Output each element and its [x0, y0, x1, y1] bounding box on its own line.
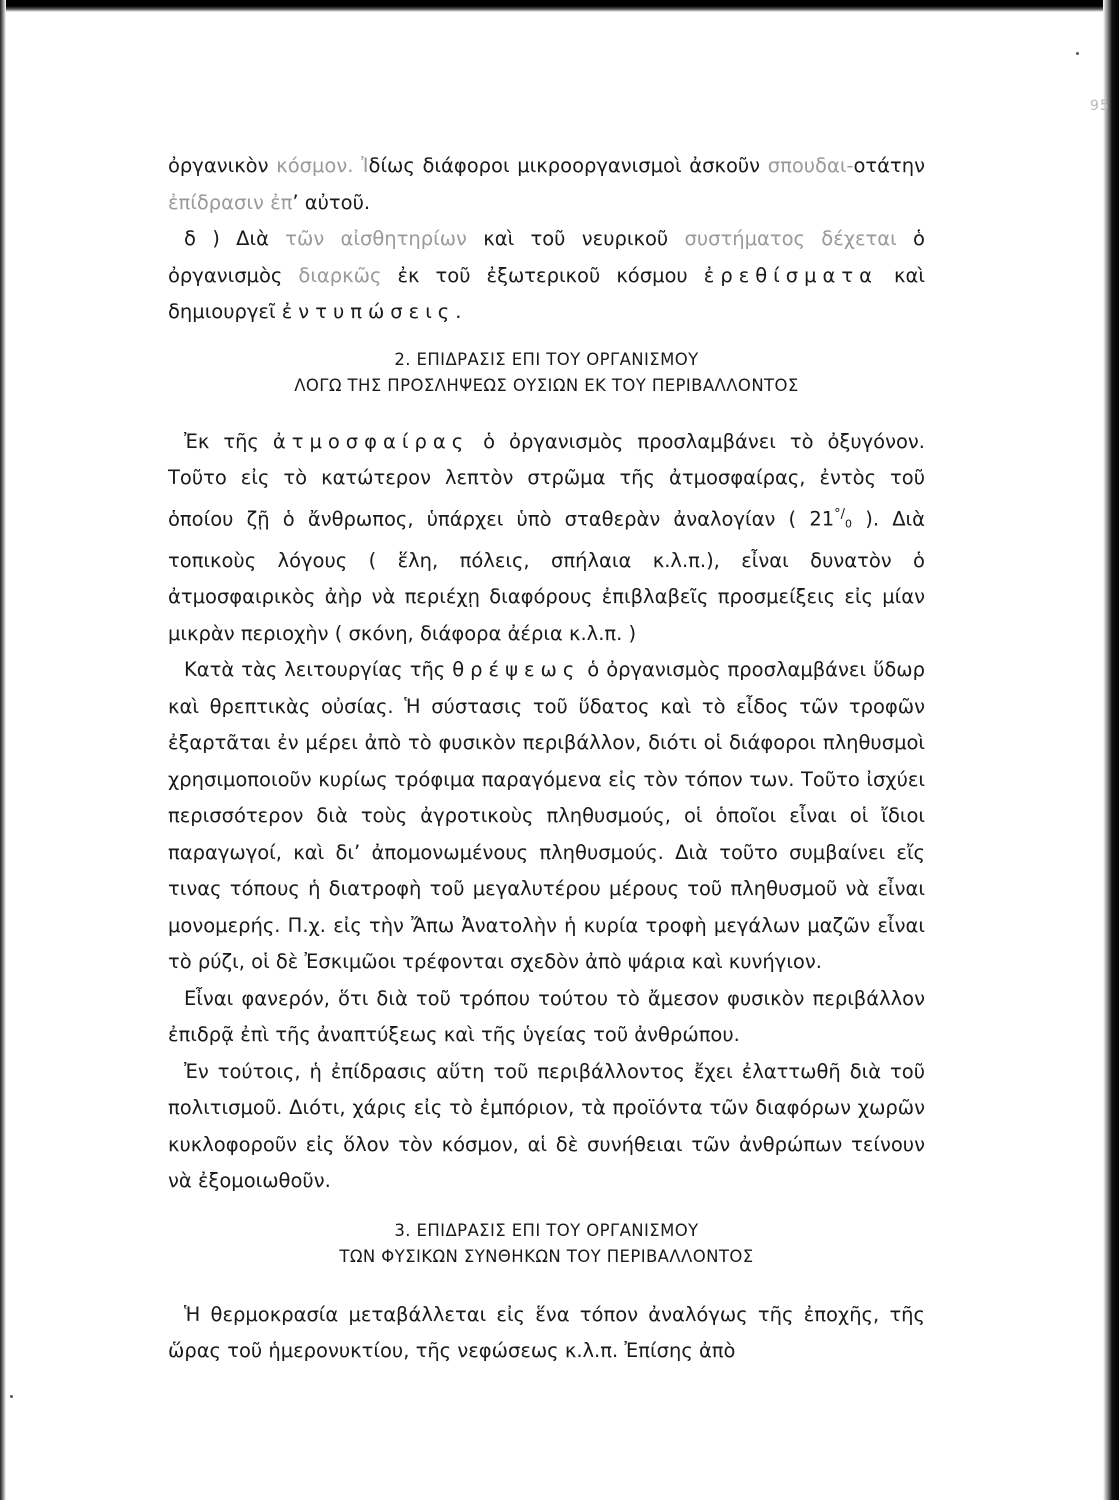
scan-speck [1076, 52, 1079, 55]
paragraph-temperature: Ἡ θερμοκρασία μεταβάλλεται εἰς ἕνα τόπον ἀναλόγως τῆς ἐποχῆς, τῆς ὥρας τοῦ ἡμερονυκτίου, τῆς νεφώσεως κ.λ.π. Ἐπίσης ἀπὸ [168, 1302, 925, 1362]
paragraph-delta: δ ) Διὰ τῶν αἰσθητηρίων καὶ τοῦ νευρικοῦ συστήματος δέχεται ὁ ὀργανισμὸς διαρκῶς ἐκ τοῦ ἐξωτερικοῦ κόσμου ἐρεθίσματα καὶ δημιουργεῖ ἐντυπώσεις. [168, 227, 925, 323]
scan-border-top [0, 0, 1119, 12]
scan-speck [10, 1395, 13, 1398]
paragraph-atmosphere: Ἐκ τῆς ἀτμοσφαίρας ὁ ὀργανισμὸς προσλαμβάνει τὸ ὀξυγόνον. Τοῦτο εἰς τὸ κατώτερον λεπτὸν στρῶμα τῆς ἀτμοσφαίρας, ἐντὸς τοῦ ὁποίου ζῇ ὁ ἄνθρωπος, ὑπάρχει ὑπὸ σταθερὰν ἀναλογίαν ( $21^{^\circ/}_0$ ). Διὰ τοπικοὺς λόγους ( ἕλη, πόλεις, σπήλαια κ.λ.π.), εἶναι δυνατὸν ὁ ἀτμοσφαιρικὸς ἀὴρ νὰ περιέχῃ διαφόρους ἐπιβλαβεῖς προσμείξεις εἰς μίαν μικρὰν περιοχὴν ( σκόνη, διάφορα ἀέρια κ.λ.π. ) [168, 429, 925, 645]
scan-border-right [1103, 0, 1119, 1500]
page-body [168, 148, 925, 1370]
scan-border-left [0, 0, 6, 1500]
paragraph-environment: Εἶναι φανερόν, ὅτι διὰ τοῦ τρόπου τούτου τὸ ἄμεσον φυσικὸν περιβάλλον ἐπιδρᾷ ἐπὶ τῆς ἀναπτύξεως καὶ τῆς ὑγείας τοῦ ἀνθρώπου. [168, 986, 925, 1046]
section-heading-3: 3. ΕΠΙΔΡΑΣΙΣ ΕΠΙ ΤΟΥ ΟΡΓΑΝΙΣΜΟΥ ΤΩΝ ΦΥΣΙΚΩΝ ΣΥΝΘΗΚΩΝ ΤΟΥ ΠΕΡΙΒΑΛΛΟΝΤΟΣ [339, 1220, 754, 1266]
paragraph-civilization: Ἐν τούτοις, ἡ ἐπίδρασις αὕτη τοῦ περιβάλλοντος ἔχει ἐλαττωθῆ διὰ τοῦ πολιτισμοῦ. Διότι, χάρις εἰς τὸ ἐμπόριον, τὰ προϊόντα τῶν διαφόρων χωρῶν κυκλοφοροῦν εἰς ὅλον τὸν κόσμον, αἱ δὲ συνήθειαι τῶν ἀνθρώπων τείνουν νὰ ἐξομοιωθοῦν. [168, 1059, 925, 1192]
paragraph-continuation: ὀργανικὸν κόσμον. Ἰδίως διάφοροι μικροοργανισμοὶ ἀσκοῦν σπουδαι-οτάτην ἐπίδρασιν ἐπ’ αὐτοῦ. [168, 154, 925, 214]
section-heading-2: 2. ΕΠΙΔΡΑΣΙΣ ΕΠΙ ΤΟΥ ΟΡΓΑΝΙΣΜΟΥ ΛΟΓΩ ΤΗΣ ΠΡΟΣΛΗΨΕΩΣ ΟΥΣΙΩΝ ΕΚ ΤΟΥ ΠΕΡΙΒΑΛΛΟΝΤΟΣ [294, 349, 799, 395]
page-number: 95 [1090, 98, 1110, 114]
paragraph-nutrition: Κατὰ τὰς λειτουργίας τῆς θρέψεως ὁ ὀργανισμὸς προσλαμβάνει ὕδωρ καὶ θρεπτικὰς οὐσίας. Ἡ σύστασις τοῦ ὕδατος καὶ τὸ εἶδος τῶν τροφῶν ἐξαρτᾶται ἐν μέρει ἀπὸ τὸ φυσικὸν περιβάλλον, διότι οἱ διάφοροι πληθυσμοὶ χρησιμοποιοῦν κυρίως τρόφιμα παραγόμενα εἰς τὸν τόπον των. Τοῦτο ἰσχύει περισσότερον διὰ τοὺς ἀγροτικοὺς πληθυσμούς, οἱ ὁποῖοι εἶναι οἱ ἴδιοι παραγωγοί, καὶ δι’ ἀπομονωμένους πληθυσμούς. Διὰ τοῦτο συμβαίνει εἴς τινας τόπους ἡ διατροφὴ τοῦ μεγαλυτέρου μέρους τοῦ πληθυσμοῦ νὰ εἶναι μονομερής. Π.χ. εἰς τὴν Ἄπω Ἀνατολὴν ἡ κυρία τροφὴ μεγάλων μαζῶν εἶναι τὸ ρύζι, οἱ δὲ Ἐσκιμῶοι τρέφονται σχεδὸν ἀπὸ ψάρια καὶ κυνήγιον. [168, 658, 925, 973]
